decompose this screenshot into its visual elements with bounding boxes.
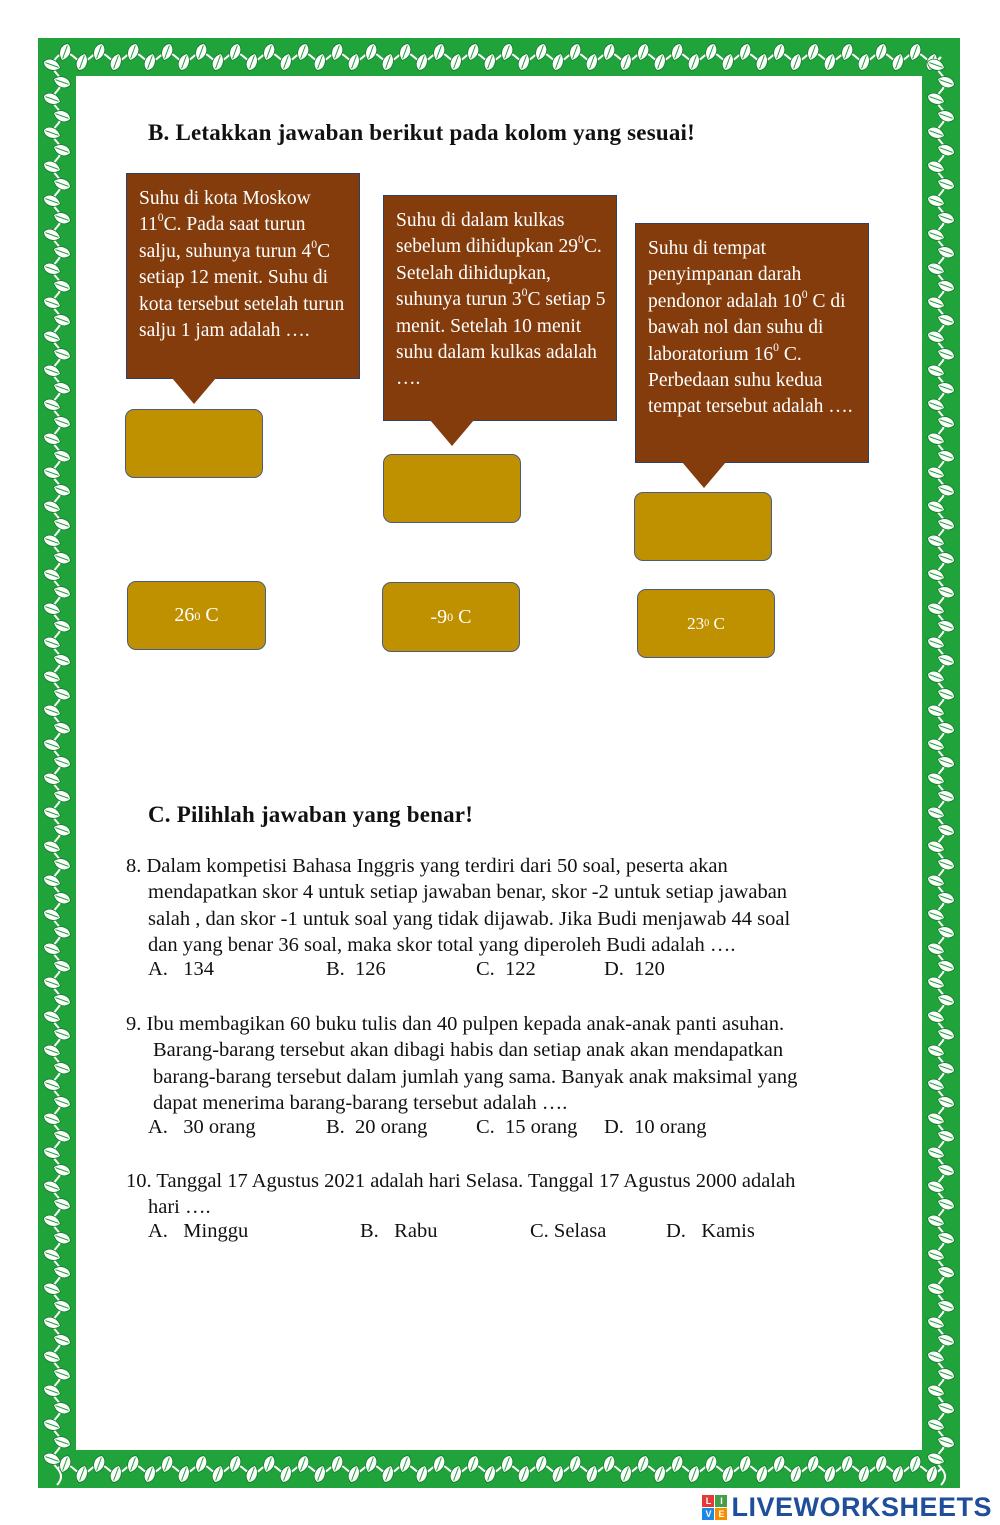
liveworksheets-logo xyxy=(702,1492,992,1523)
option-10d: D. Kamis xyxy=(666,1220,755,1242)
logo-letter: I xyxy=(715,1495,727,1507)
callout-text: C setiap 5 menit. Setelah 10 menit suhu dalam kulkas adalah …. xyxy=(396,289,606,390)
question-callout-1 xyxy=(126,173,360,379)
answer-drop-slot-2[interactable] xyxy=(383,454,521,523)
answer-drop-slot-3[interactable] xyxy=(634,492,772,561)
question-callout-2 xyxy=(383,195,617,421)
answer-drop-slot-1[interactable] xyxy=(125,409,263,478)
logo-letter: E xyxy=(715,1508,727,1520)
option-8a: A. 134 xyxy=(148,958,215,980)
draggable-answer-chip-1[interactable]: 26 0 C xyxy=(127,581,266,650)
question-text: Barang-barang tersebut akan dibagi habis dan setiap anak akan mendapatkan xyxy=(153,1039,784,1062)
callout-text: C. Setelah dihidupkan, suhunya turun 3 xyxy=(396,236,602,311)
callout-text: C. Perbedaan suhu kedua tempat tersebut adalah …. xyxy=(648,343,853,418)
chip-unit: C xyxy=(709,613,725,633)
chip-unit: C xyxy=(200,604,219,626)
option-9d: D. 10 orang xyxy=(604,1116,707,1138)
callout-text: Suhu di kota Moskow 11 xyxy=(139,188,311,236)
callout-text: C. Pada saat turun salju, suhunya turun 4 xyxy=(139,214,312,262)
question-text: dapat menerima barang-barang tersebut adalah …. xyxy=(153,1091,568,1114)
option-9b: B. 20 orang xyxy=(326,1116,428,1138)
chip-value: -9 xyxy=(430,605,448,628)
question-10 xyxy=(126,1168,896,1221)
section-c-heading: C. Pilihlah jawaban yang benar! xyxy=(148,802,474,827)
option-9c: C. 15 orang xyxy=(476,1116,578,1138)
chip-value: 23 xyxy=(687,613,705,633)
superscript: 0 xyxy=(577,233,584,247)
callout-text: Suhu di tempat penyimpanan darah pendonor adalah 10 xyxy=(648,238,802,312)
superscript: 0 xyxy=(521,286,528,300)
callout-pointer-1 xyxy=(172,378,216,404)
question-text: salah , dan skor -1 untuk soal yang tidak dijawab. Jika Budi menjawab 44 soal xyxy=(148,907,791,930)
question-8 xyxy=(126,853,886,958)
option-8b: B. 126 xyxy=(326,958,386,980)
draggable-answer-chip-3[interactable]: 23 0 C xyxy=(637,589,775,658)
liveworksheets-logo-icon xyxy=(702,1495,727,1520)
question-callout-3 xyxy=(635,223,869,463)
question-text: hari …. xyxy=(148,1196,211,1219)
question-text: mendapatkan skor 4 untuk setiap jawaban benar, skor -2 untuk setiap jawaban xyxy=(148,881,788,904)
question-text: 10. Tanggal 17 Agustus 2021 adalah hari Selasa. Tanggal 17 Agustus 2000 adalah xyxy=(126,1170,796,1192)
question-text: dan yang benar 36 soal, maka skor total yang diperoleh Budi adalah …. xyxy=(148,933,736,956)
logo-letter: L xyxy=(702,1495,714,1507)
chip-value: 26 xyxy=(174,604,195,626)
callout-pointer-2 xyxy=(430,420,474,446)
question-9 xyxy=(126,1011,886,1116)
callout-text: C setiap 12 menit. Suhu di kota tersebut setelah turun salju 1 jam adalah …. xyxy=(139,240,345,342)
option-8d: D. 120 xyxy=(604,958,665,980)
option-9a: A. 30 orang xyxy=(148,1116,256,1138)
option-10a: A. Minggu xyxy=(148,1220,249,1242)
option-10b: B. Rabu xyxy=(360,1220,438,1242)
callout-pointer-3 xyxy=(682,462,726,488)
draggable-answer-chip-2[interactable]: -9 0 C xyxy=(382,582,520,652)
superscript: 0 xyxy=(801,288,808,302)
question-text: barang-barang tersebut dalam jumlah yang sama. Banyak anak maksimal yang xyxy=(153,1065,798,1088)
question-text: 8. Dalam kompetisi Bahasa Inggris yang terdiri dari 50 soal, peserta akan xyxy=(126,855,728,877)
logo-letter: V xyxy=(702,1508,714,1520)
superscript: 0 xyxy=(311,238,318,252)
callout-text: C di bawah nol dan suhu di laboratorium 16 xyxy=(648,290,846,365)
question-text: 9. Ibu membagikan 60 buku tulis dan 40 pulpen kepada anak-anak panti asuhan. xyxy=(126,1013,785,1035)
option-10c: C. Selasa xyxy=(530,1220,607,1242)
chip-unit: C xyxy=(453,605,472,628)
section-b-heading: B. Letakkan jawaban berikut pada kolom yang sesuai! xyxy=(148,120,695,145)
logo-text: LIVEWORKSHEETS xyxy=(731,1492,992,1522)
superscript: 0 xyxy=(773,340,779,354)
superscript: 0 xyxy=(157,211,164,225)
callout-text: Suhu di dalam kulkas sebelum dihidupkan 29 xyxy=(396,210,578,258)
option-8c: C. 122 xyxy=(476,958,536,980)
